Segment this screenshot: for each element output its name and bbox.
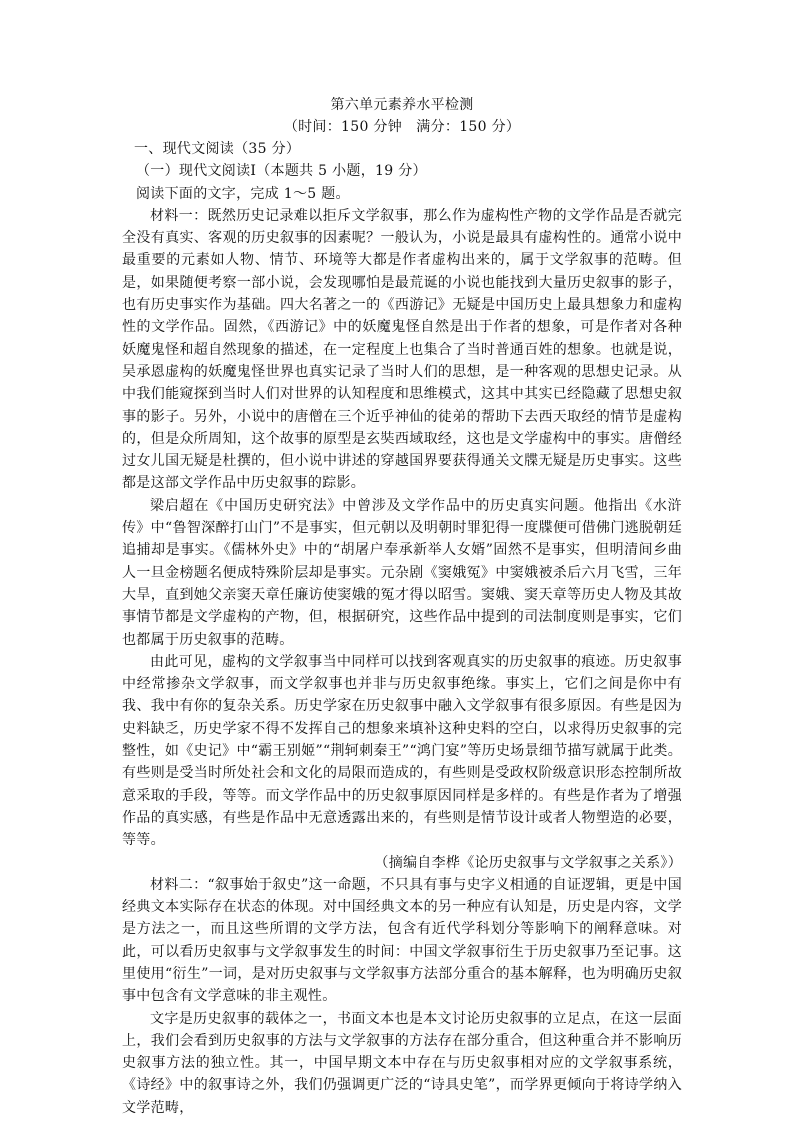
paragraph-text-carrier: 文字是历史叙事的载体之一，书面文本也是本文讨论历史叙事的立足点，在这一层面上，我们会看到历史叙事的方法与文学叙事的方法存在部分重合，但这种重合并不影响历史叙事方法的独立性。其一，中国早期文本中存在与历史叙事相对应的文学叙事系统，《诗经》中的叙事诗之外，我们仍强调更广泛的“诗具史笔”，而学界更倾向于将诗学纳入文学范畴， <box>122 1010 682 1116</box>
source-citation: （摘编自李桦《论历史叙事与文学叙事之关系》） <box>374 854 682 871</box>
exam-info: （时间：150 分钟 满分：150 分） <box>283 119 521 135</box>
paragraph-liang-qichao: 梁启超在《中国历史研究法》中曾涉及文学作品中的历史真实问题。他指出《水浒传》中“鲁智深醉打山门”不是事实，但元朝以及明朝时罪犯得一度牒便可借佛门逃脱朝廷追捕却是事实。《儒林外史》中的“胡屠户奉承新举人女婿”固然不是事实，但明清间乡曲人一旦金榜题名便成特殊阶层却是事实。元杂剧《窦娥冤》中窦娥被杀后六月飞雪，三年大旱，直到她父亲窦天章任廉访使窦娥的冤才得以昭雪。窦娥、窦天章等历史人物及其故事情节都是文学虚构的产物，但，根据研究，这些作品中提到的司法制度则是事实，它们也都属于历史叙事的范畴。 <box>122 497 682 648</box>
subsection-heading: （一）现代文阅读Ⅰ（本题共 5 小题，19 分） <box>136 163 427 180</box>
paragraph-material-1: 材料一：既然历史记录难以拒斥文学叙事，那么作为虚构性产物的文学作品是否就完全没有真实、客观的历史叙事的因素呢？一般认为，小说是最具有虚构性的。通常小说中最重要的元素如人物、情节、环境等大都是作者虚构出来的，属于文学叙事的范畴。但是，如果随便考察一部小说，会发现哪怕是最荒诞的小说也能找到大量历史叙事的影子，也有历史事实作为基础。四大名著之一的《西游记》无疑是中国历史上最具想象力和虚构性的文学作品。固然，《西游记》中的妖魔鬼怪自然是出于作者的想象，可是作者对各种妖魔鬼怪和超自然现象的描述，在一定程度上也集合了当时普通百姓的想象。也就是说，吴承恩虚构的妖魔鬼怪世界也真实记录了当时人们的思想，是一种客观的思想史记录。从中我们能窥探到当时人们对世界的认知程度和思维模式，这其中其实已经隐藏了思想史叙事的影子。另外，小说中的唐僧在三个近乎神仙的徒弟的帮助下去西天取经的情节是虚构的，但是众所周知，这个故事的原型是玄奘西域取经，这也是文学虚构中的事实。唐僧经过女儿国无疑是杜撰的，但小说中讲述的穿越国界要获得通关文牒无疑是历史事实。这些都是这部文学作品中历史叙事的踪影。 <box>122 207 682 492</box>
paragraph-material-2: 材料二：“叙事始于叙史”这一命题，不只具有事与史字义相通的自证逻辑，更是中国经典文本实际存在状态的体现。对中国经典文本的另一种应有认知是，历史是内容，文学是方法之一，而且这些所谓的文学方法，包含有近代学科划分等影响下的阐释意味。对此，可以看历史叙事与文学叙事发生的时间：中国文学叙事衍生于历史叙事乃至记事。这里使用“衍生”一词，是对历史叙事与文学叙事方法部分重合的基本解释，也为明确历史叙事中包含有文学意味的非主观性。 <box>122 876 682 1005</box>
page-title: 第六单元素养水平检测 <box>330 97 474 113</box>
instruction-text: 阅读下面的文字，完成 1～5 题。 <box>136 185 350 202</box>
document-body <box>122 94 682 1119</box>
section-heading: 一、现代文阅读（35 分） <box>134 141 301 157</box>
paragraph-conclusion: 由此可见，虚构的文学叙事当中同样可以找到客观真实的历史叙事的痕迹。历史叙事中经常掺杂文学叙事，而文学叙事也并非与历史叙事绝缘。事实上，它们之间是你中有我、我中有你的复杂关系。历史学家在历史叙事中融入文学叙事有很多原因。有些是因为史料缺乏，历史学家不得不发挥自己的想象来填补这种史料的空白，以求得历史叙事的完整性，如《史记》中“霸王别姬”“荆轲刺秦王”“鸿门宴”等历史场景细节描写就属于此类。有些则是受当时所处社会和文化的局限而造成的，有些则是受政权阶级意识形态控制所故意采取的手段，等等。而文学作品中的历史叙事原因同样是多样的。有些是作者为了增强作品的真实感，有些是作品中无意透露出来的，有些则是情节设计或者人物塑造的必要，等等。 <box>122 653 682 849</box>
